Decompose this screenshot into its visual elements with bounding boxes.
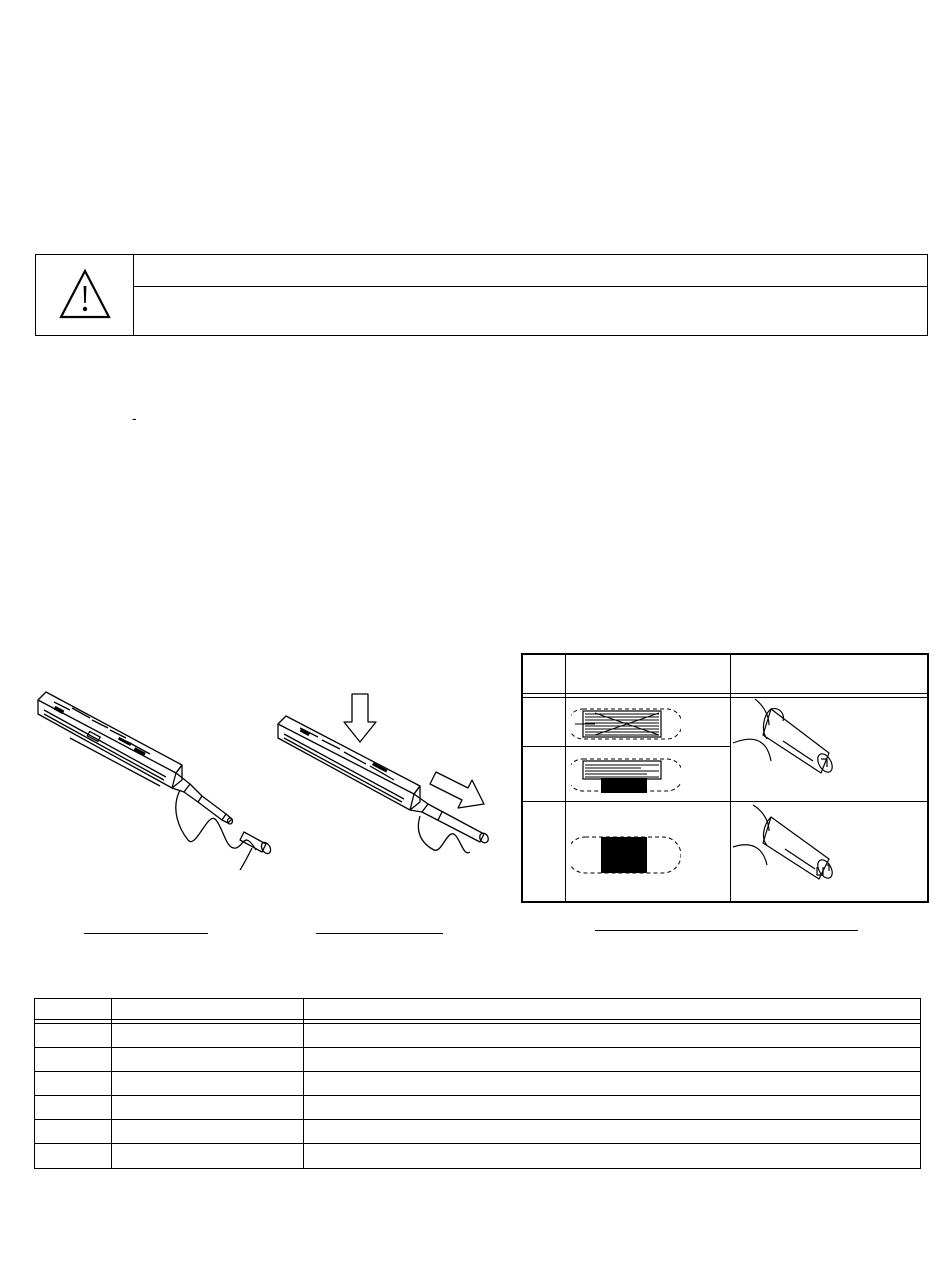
bottom-table	[34, 998, 921, 1169]
warning-body	[134, 287, 927, 335]
slide-arrow-icon	[430, 772, 484, 808]
tape-window-empty	[571, 831, 681, 877]
figure-cleaner-pen-push	[270, 686, 500, 886]
figure3-caption-rule	[595, 930, 858, 931]
figure2-caption-rule	[316, 933, 443, 934]
list-marker: -	[132, 410, 137, 426]
tape-window-partial	[571, 755, 681, 795]
warning-header	[134, 255, 927, 287]
connector-ferrule-clean	[733, 695, 927, 801]
condition-header-tape	[566, 655, 730, 693]
condition-header-no	[523, 655, 565, 693]
warning-triangle-icon	[36, 255, 134, 335]
figure-cleaner-pen-cap-off	[30, 680, 280, 880]
figure1-caption-rule	[84, 933, 208, 934]
connector-ferrule-end	[733, 803, 927, 899]
warning-box	[35, 254, 928, 336]
tape-window-full	[571, 705, 681, 743]
condition-table	[521, 653, 929, 903]
down-arrow-icon	[344, 694, 376, 742]
condition-header-connector	[731, 655, 927, 693]
warning-icon-cell	[36, 255, 134, 335]
